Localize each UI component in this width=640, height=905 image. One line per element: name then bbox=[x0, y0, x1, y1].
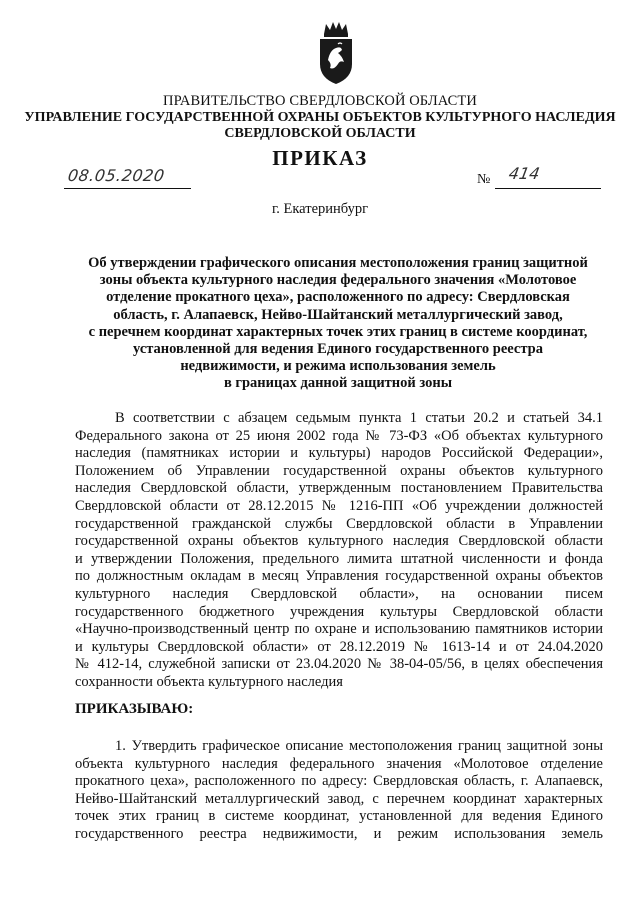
paragraph-line: Свердловской области от 28.12.2015 № 1216-ПП «Об учреждении должностей bbox=[75, 497, 603, 514]
title-line: зоны объекта культурного наследия федерального значения «Молотовое bbox=[99, 272, 577, 289]
paragraph-line: государственного бюджетного учреждения культуры Свердловской области bbox=[75, 603, 603, 620]
department-line-1: УПРАВЛЕНИЕ ГОСУДАРСТВЕННОЙ ОХРАНЫ ОБЪЕКТОВ КУЛЬТУРНОГО НАСЛЕДИЯ bbox=[24, 110, 616, 125]
government-name: ПРАВИТЕЛЬСТВО СВЕРДЛОВСКОЙ ОБЛАСТИ bbox=[163, 93, 477, 109]
department-name bbox=[0, 110, 640, 142]
city: г. Екатеринбург bbox=[271, 201, 369, 217]
order-number-field bbox=[495, 164, 601, 189]
paragraph-line: государственной охраны объектов культурного наследия Свердловской области bbox=[75, 533, 603, 550]
paragraph-line: Нейво-Шайтанский металлургический завод, с перечнем координат характерных bbox=[75, 790, 603, 807]
paragraph-line: точек этих границ в системе координат, установленной для ведения Единого bbox=[75, 808, 603, 825]
paragraph-line: сохранности объекта культурного наследия bbox=[75, 673, 343, 690]
order-item-1 bbox=[75, 738, 603, 844]
title-line: Об утверждении графического описания местоположения границ защитной bbox=[88, 255, 588, 271]
preamble-paragraph bbox=[75, 410, 603, 692]
paragraph-line: и культуры Свердловской области» от 28.12.2019 № 1613-14 и от 24.04.2020 bbox=[75, 638, 603, 655]
paragraph-line: 1. Утвердить графическое описание местоположения границ защитной зоны bbox=[115, 738, 603, 754]
document-type: ПРИКАЗ bbox=[272, 146, 368, 170]
paragraph-line: Положением об Управлении государственной охраны объектов культурного bbox=[75, 462, 603, 479]
title-line: недвижимости, и режима использования земель bbox=[180, 358, 496, 375]
paragraph-line: В соответствии с абзацем седьмым пункта 1 статьи 20.2 и статьей 34.1 bbox=[115, 410, 603, 426]
title-line: в границах данной защитной зоны bbox=[223, 375, 453, 392]
paragraph-line: № 412-14, служебной записки от 23.04.2020 № 38-04-05/56, в целях обеспечения bbox=[75, 656, 603, 673]
title-line: с перечнем координат характерных точек этих границ в системе координат, bbox=[88, 323, 588, 340]
order-date: 08.05.2020 bbox=[66, 166, 166, 185]
paragraph-line: прокатного цеха», расположенного по адресу: Свердловская область, г. Алапаевск, bbox=[75, 773, 603, 790]
paragraph-line: и утверждении Положения, предельного лимита штатной численности и фонда bbox=[75, 550, 603, 567]
paragraph-line: по должностным окладам в месяц Управления государственной охраны объектов bbox=[75, 568, 603, 585]
paragraph-line: наследия Свердловской области, утвержденным постановлением Правительства bbox=[75, 480, 603, 497]
paragraph-line: Федерального закона от 25 июня 2002 года № 73-ФЗ «Об объектах культурного bbox=[75, 427, 603, 444]
order-date-field bbox=[64, 168, 191, 189]
paragraph-line: государственной гражданской службы Свердловской области в Управлении bbox=[75, 515, 603, 532]
order-word: ПРИКАЗЫВАЮ: bbox=[75, 701, 194, 717]
department-line-2: СВЕРДЛОВСКОЙ ОБЛАСТИ bbox=[224, 126, 416, 141]
coat-of-arms-icon bbox=[316, 20, 356, 86]
title-line: установленной для ведения Единого государственного реестра bbox=[133, 341, 543, 358]
title-line: область, г. Алапаевск, Нейво-Шайтанский металлургический завод, bbox=[113, 306, 563, 323]
paragraph-line: «Научно-производственный центр по охране и использованию памятников истории bbox=[75, 621, 603, 638]
order-number: 414 bbox=[507, 164, 542, 183]
document-title bbox=[68, 255, 608, 393]
paragraph-line: наследия (памятниках истории и культуры) народов Российской Федерации», bbox=[75, 445, 603, 462]
order-number-label: № bbox=[477, 172, 491, 187]
paragraph-line: государственного реестра недвижимости, и режим использования земель bbox=[75, 825, 603, 842]
paragraph-line: культурного наследия Свердловской области», на основании писем bbox=[75, 585, 603, 602]
title-line: отделение прокатного цеха», расположенного по адресу: Свердловская bbox=[106, 289, 570, 306]
paragraph-line: объекта культурного наследия федерального значения «Молотовое отделение bbox=[75, 755, 603, 772]
